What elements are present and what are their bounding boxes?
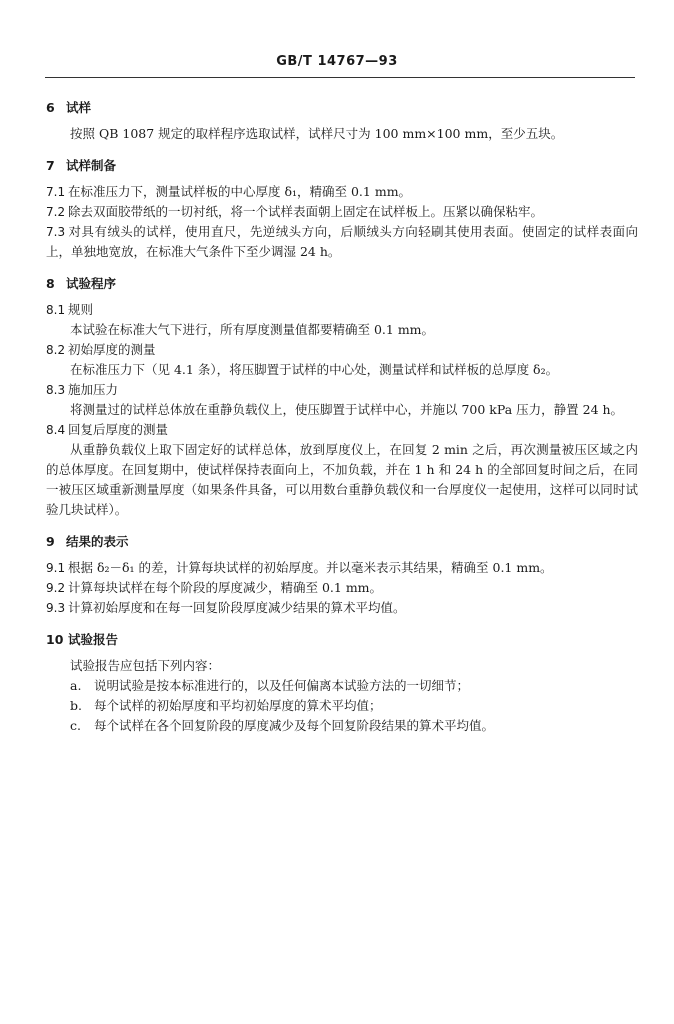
clause-8-1-heading (46, 300, 638, 320)
clause-8-2-body: 在标准压力下（见 4.1 条），将压脚置于试样的中心处，测量试样和试样板的总厚度 δ₂。 (70, 362, 559, 377)
clause-9-1 (46, 558, 638, 578)
section-10-heading (46, 630, 638, 650)
section-title: 试验程序 (66, 276, 117, 291)
section-title: 试样制备 (66, 158, 117, 173)
clause-7-2 (46, 202, 638, 222)
clause-7-1 (46, 182, 638, 202)
list-item-label: b. (70, 698, 82, 713)
clause-title: 规则 (68, 302, 94, 317)
section-title: 试验报告 (68, 632, 119, 647)
section-number: 6 (46, 100, 55, 115)
clause-number: 8.3 (46, 383, 66, 397)
clause-8-3-body: 将测量过的试样总体放在重静负载仪上，使压脚置于试样中心，并施以 700 kPa 压力，静置 24 h。 (70, 402, 624, 417)
clause-number: 9.1 (46, 561, 66, 575)
clause-text: 除去双面胶带纸的一切衬纸，将一个试样表面朝上固定在试样板上。压紧以确保粘牢。 (68, 204, 544, 219)
list-item-text: 每个试样的初始厚度和平均初始厚度的算术平均值； (94, 698, 382, 713)
list-item-text: 每个试样在各个回复阶段的厚度减少及每个回复阶段结果的算术平均值。 (94, 718, 495, 733)
clause-7-3 (46, 222, 638, 262)
section-number: 8 (46, 276, 55, 291)
list-item-text: 说明试验是按本标准进行的，以及任何偏离本试验方法的一切细节； (94, 678, 470, 693)
header-divider (45, 77, 635, 78)
clause-8-3-heading (46, 380, 638, 400)
clause-8-2-heading (46, 340, 638, 360)
clause-number: 9.3 (46, 601, 66, 615)
list-item (46, 716, 638, 736)
clause-8-1-body: 本试验在标准大气下进行，所有厚度测量值都要精确至 0.1 mm。 (70, 322, 435, 337)
section-10-intro: 试验报告应包括下列内容： (70, 658, 221, 673)
section-title: 试样 (66, 100, 92, 115)
list-item-label: c. (70, 718, 81, 733)
list-item-label: a. (70, 678, 82, 693)
section-9-heading (46, 532, 638, 552)
clause-number: 7.1 (46, 185, 66, 199)
clause-8-4-body: 从重静负载仪上取下固定好的试样总体，放到厚度仪上，在回复 2 min 之后，再次测量被压区域之内的总体厚度。在回复期中，使试样保持表面向上，不加负载，并在 1 h 和 24 h 的全部回复时间之后，在同一被压区域重新测量厚度（如果条件具备，可以用数台重静负载仪和一台厚度仪一起使用，这样可以同时试验几块试样）。 (46, 442, 638, 517)
clause-9-3 (46, 598, 638, 618)
section-number: 10 (46, 632, 64, 647)
clause-text: 对具有绒头的试样，使用直尺，先逆绒头方向，后顺绒头方向轻刷其使用表面。使固定的试样表面向上，单独地宽放，在标准大气条件下至少调湿 24 h。 (46, 224, 638, 259)
standard-code-header: GB/T 14767—93 (276, 54, 398, 69)
document-body (46, 98, 638, 736)
list-item (46, 696, 638, 716)
section-8-heading (46, 274, 638, 294)
clause-8-4-heading (46, 420, 638, 440)
clause-number: 9.2 (46, 581, 66, 595)
section-title: 结果的表示 (66, 534, 129, 549)
clause-title: 回复后厚度的测量 (68, 422, 169, 437)
clause-number: 8.4 (46, 423, 66, 437)
clause-number: 7.2 (46, 205, 66, 219)
section-6-heading (46, 98, 638, 118)
clause-text: 计算初始厚度和在每一回复阶段厚度减少结果的算术平均值。 (68, 600, 406, 615)
section-number: 9 (46, 534, 55, 549)
section-7-heading (46, 156, 638, 176)
clause-title: 施加压力 (68, 382, 119, 397)
section-number: 7 (46, 158, 55, 173)
list-item (46, 676, 638, 696)
clause-text: 在标准压力下，测量试样板的中心厚度 δ₁，精确至 0.1 mm。 (68, 184, 412, 199)
clause-number: 8.1 (46, 303, 66, 317)
clause-title: 初始厚度的测量 (68, 342, 156, 357)
clause-number: 7.3 (46, 225, 66, 239)
clause-text: 根据 δ₂－δ₁ 的差，计算每块试样的初始厚度。并以毫米表示其结果，精确至 0.1 mm。 (68, 560, 553, 575)
clause-number: 8.2 (46, 343, 66, 357)
section-6-body: 按照 QB 1087 规定的取样程序选取试样，试样尺寸为 100 mm×100 mm，至少五块。 (70, 126, 564, 141)
clause-text: 计算每块试样在每个阶段的厚度减少，精确至 0.1 mm。 (68, 580, 383, 595)
clause-9-2 (46, 578, 638, 598)
